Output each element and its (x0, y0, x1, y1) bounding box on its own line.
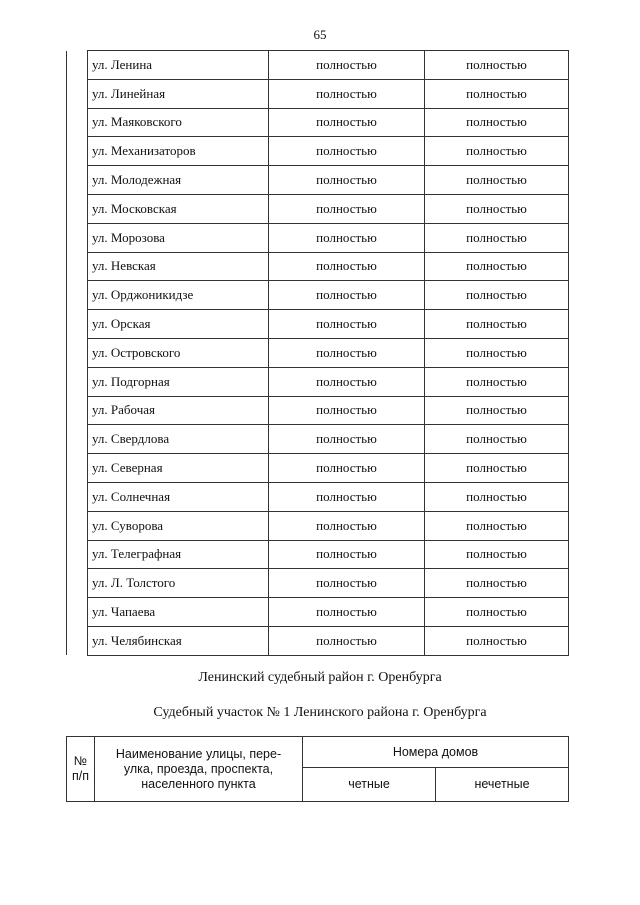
even-houses-cell: полностью (269, 223, 425, 252)
street-name-cell: ул. Суворова (88, 511, 269, 540)
odd-houses-cell: полностью (425, 137, 569, 166)
row-number-cell (67, 51, 88, 80)
street-name-cell: ул. Островского (88, 338, 269, 367)
even-houses-cell: полностью (269, 252, 425, 281)
odd-houses-cell: полностью (425, 252, 569, 281)
even-houses-cell: полностью (269, 281, 425, 310)
even-houses-cell: полностью (269, 79, 425, 108)
even-houses-cell: полностью (269, 454, 425, 483)
even-houses-cell: полностью (269, 166, 425, 195)
header-number (67, 737, 95, 802)
even-houses-cell: полностью (269, 108, 425, 137)
header-house-numbers: Номера домов (303, 737, 569, 768)
header-number-line1: № (73, 754, 88, 768)
odd-houses-cell: полностью (425, 482, 569, 511)
street-name-cell: ул. Рабочая (88, 396, 269, 425)
odd-houses-cell: полностью (425, 569, 569, 598)
section-title: Судебный участок № 1 Ленинского района г. Оренбурга (153, 705, 487, 720)
odd-houses-cell: полностью (425, 310, 569, 339)
row-number-cell (67, 223, 88, 252)
table-row (67, 252, 569, 281)
houses-header-table (66, 736, 569, 802)
odd-houses-cell: полностью (425, 626, 569, 655)
row-number-cell (67, 252, 88, 281)
street-name-cell: ул. Челябинская (88, 626, 269, 655)
even-houses-cell: полностью (269, 511, 425, 540)
even-houses-cell: полностью (269, 137, 425, 166)
row-number-cell (67, 79, 88, 108)
header-odd: нечетные (436, 768, 569, 802)
row-number-cell (67, 194, 88, 223)
even-houses-cell: полностью (269, 598, 425, 627)
header-number-line2: п/п (71, 769, 89, 783)
odd-houses-cell: полностью (425, 108, 569, 137)
even-houses-cell: полностью (269, 51, 425, 80)
odd-houses-cell: полностью (425, 281, 569, 310)
page-number: 65 (313, 27, 327, 42)
even-houses-cell: полностью (269, 626, 425, 655)
table-row (67, 79, 569, 108)
table-row (67, 310, 569, 339)
street-name-cell: ул. Молодежная (88, 166, 269, 195)
odd-houses-cell: полностью (425, 367, 569, 396)
row-number-cell (67, 425, 88, 454)
street-name-cell: ул. Северная (88, 454, 269, 483)
header-street-name (95, 737, 303, 802)
header-name-line1: Наименование улицы, пере- (115, 746, 282, 761)
street-name-cell: ул. Свердлова (88, 425, 269, 454)
odd-houses-cell: полностью (425, 223, 569, 252)
header-name-line2: улка, проезда, проспекта, (123, 761, 274, 776)
table-row (67, 281, 569, 310)
odd-houses-cell: полностью (425, 511, 569, 540)
odd-houses-cell: полностью (425, 598, 569, 627)
row-number-cell (67, 166, 88, 195)
street-name-cell: ул. Маяковского (88, 108, 269, 137)
even-houses-cell: полностью (269, 310, 425, 339)
even-houses-cell: полностью (269, 367, 425, 396)
even-houses-cell: полностью (269, 396, 425, 425)
odd-houses-cell: полностью (425, 425, 569, 454)
table-row (67, 108, 569, 137)
even-houses-cell: полностью (269, 540, 425, 569)
table-row (67, 425, 569, 454)
row-number-cell (67, 310, 88, 339)
header-even: четные (303, 768, 436, 802)
row-number-cell (67, 540, 88, 569)
district-title: Ленинский судебный район г. Оренбурга (198, 670, 442, 685)
row-number-cell (67, 108, 88, 137)
street-name-cell: ул. Подгорная (88, 367, 269, 396)
table-row (67, 598, 569, 627)
row-number-cell (67, 281, 88, 310)
table-row (67, 223, 569, 252)
table-row (67, 396, 569, 425)
table-row (67, 569, 569, 598)
odd-houses-cell: полностью (425, 338, 569, 367)
row-number-cell (67, 482, 88, 511)
row-number-cell (67, 338, 88, 367)
even-houses-cell: полностью (269, 425, 425, 454)
street-name-cell: ул. Орджоникидзе (88, 281, 269, 310)
even-houses-cell: полностью (269, 338, 425, 367)
row-number-cell (67, 396, 88, 425)
odd-houses-cell: полностью (425, 540, 569, 569)
header-name-line3: населенного пункта (141, 776, 256, 791)
table-row (67, 51, 569, 80)
row-number-cell (67, 367, 88, 396)
street-name-cell: ул. Орская (88, 310, 269, 339)
row-number-cell (67, 569, 88, 598)
street-name-cell: ул. Московская (88, 194, 269, 223)
odd-houses-cell: полностью (425, 396, 569, 425)
street-name-cell: ул. Л. Толстого (88, 569, 269, 598)
street-name-cell: ул. Телеграфная (88, 540, 269, 569)
odd-houses-cell: полностью (425, 194, 569, 223)
table-row (67, 166, 569, 195)
odd-houses-cell: полностью (425, 166, 569, 195)
even-houses-cell: полностью (269, 194, 425, 223)
even-houses-cell: полностью (269, 482, 425, 511)
streets-table (66, 50, 569, 656)
street-name-cell: ул. Линейная (88, 79, 269, 108)
table-row (67, 511, 569, 540)
odd-houses-cell: полностью (425, 79, 569, 108)
table-row (67, 482, 569, 511)
street-name-cell: ул. Морозова (88, 223, 269, 252)
table-row (67, 367, 569, 396)
table-row (67, 194, 569, 223)
street-name-cell: ул. Чапаева (88, 598, 269, 627)
row-number-cell (67, 137, 88, 166)
row-number-cell (67, 598, 88, 627)
table-row (67, 454, 569, 483)
row-number-cell (67, 454, 88, 483)
table-row (67, 137, 569, 166)
street-name-cell: ул. Ленина (88, 51, 269, 80)
odd-houses-cell: полностью (425, 454, 569, 483)
row-number-cell (67, 626, 88, 655)
street-name-cell: ул. Механизаторов (88, 137, 269, 166)
table-row (67, 338, 569, 367)
even-houses-cell: полностью (269, 569, 425, 598)
row-number-cell (67, 511, 88, 540)
odd-houses-cell: полностью (425, 51, 569, 80)
table-row (67, 540, 569, 569)
street-name-cell: ул. Невская (88, 252, 269, 281)
street-name-cell: ул. Солнечная (88, 482, 269, 511)
table-row (67, 626, 569, 655)
